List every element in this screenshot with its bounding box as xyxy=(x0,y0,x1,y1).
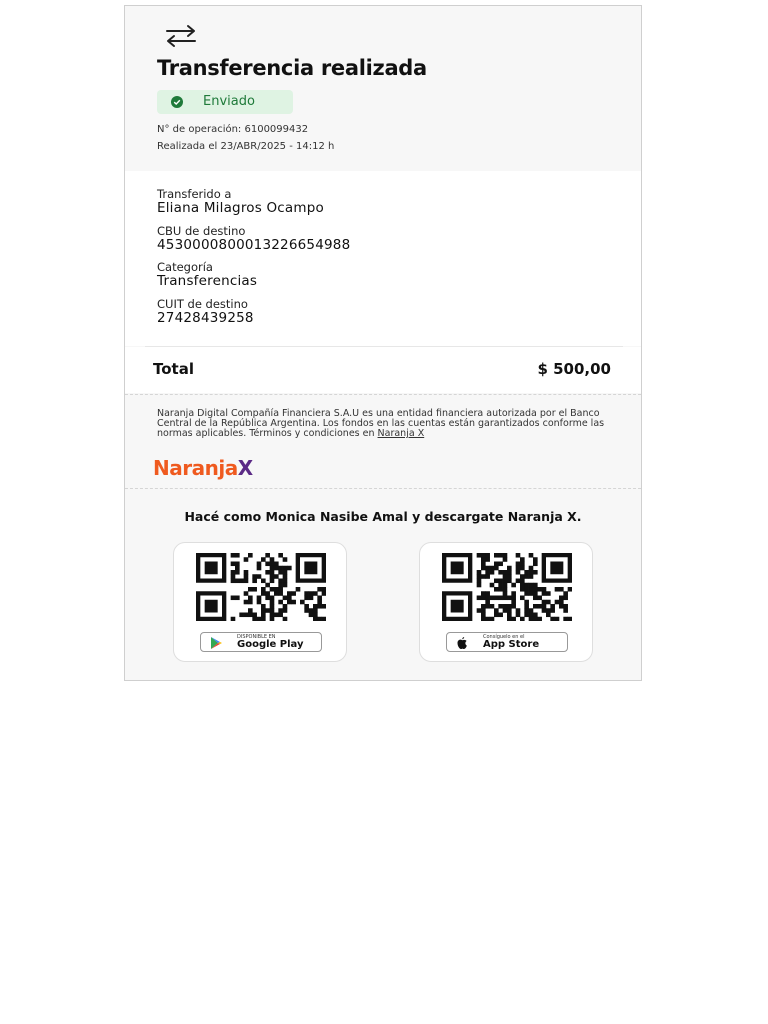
terms-link[interactable]: Naranja X xyxy=(377,428,425,439)
detail-label: Transferido a xyxy=(157,187,232,201)
detail-cuit xyxy=(157,298,254,326)
check-circle-icon xyxy=(171,96,183,108)
logo-accent: X xyxy=(237,456,253,480)
total-row xyxy=(125,347,641,393)
detail-value: 4530000800013226654988 xyxy=(157,237,351,253)
app-store-card[interactable] xyxy=(419,542,593,662)
status-text: Enviado xyxy=(203,94,255,109)
detail-label: CUIT de destino xyxy=(157,297,248,311)
detail-value: 27428439258 xyxy=(157,310,254,326)
app-store-button[interactable] xyxy=(446,632,568,652)
download-promo: Hacé como Monica Nasibe Amal y descargate Naranja X. xyxy=(184,509,582,524)
google-play-button[interactable] xyxy=(200,632,322,652)
operation-number: N° de operación: 6100099432 xyxy=(157,124,309,135)
qr-code-google-play[interactable] xyxy=(196,553,326,621)
receipt-header xyxy=(125,6,641,171)
total-amount: $ 500,00 xyxy=(537,360,611,378)
transfer-arrows-icon xyxy=(163,24,199,48)
dashed-divider xyxy=(125,488,641,489)
legal-text xyxy=(157,409,607,439)
store-small-text: DISPONIBLE EN xyxy=(237,634,276,640)
detail-label: Categoría xyxy=(157,260,213,274)
transfer-receipt xyxy=(124,5,642,681)
detail-recipient xyxy=(157,188,324,216)
store-big-text: Google Play xyxy=(237,639,304,650)
page-title: Transferencia realizada xyxy=(157,56,427,80)
detail-label: CBU de destino xyxy=(157,224,246,238)
detail-cbu xyxy=(157,225,350,253)
transfer-details xyxy=(125,171,641,346)
google-play-card[interactable] xyxy=(173,542,347,662)
detail-value: Transferencias xyxy=(157,273,258,289)
total-label: Total xyxy=(153,360,194,378)
apple-icon xyxy=(455,636,469,650)
google-play-icon xyxy=(209,636,223,650)
detail-value: Eliana Milagros Ocampo xyxy=(157,200,324,216)
transfer-date: Realizada el 23/ABR/2025 - 14:12 h xyxy=(157,141,335,152)
store-small-text: Consíguelo en el xyxy=(483,634,525,640)
legal-body: Naranja Digital Compañía Financiera S.A.U es una entidad financiera autorizada por el Banco Central de la República Argentina. Los fondos en las cuentas están garantizados conforme las normas aplicables. Términos y condiciones en xyxy=(157,408,605,439)
logo-main: Naranja xyxy=(153,456,238,480)
detail-category xyxy=(157,261,257,289)
naranja-x-logo xyxy=(153,456,253,480)
dashed-divider xyxy=(125,394,641,395)
qr-code-app-store[interactable] xyxy=(442,553,572,621)
store-big-text: App Store xyxy=(483,639,540,650)
status-badge xyxy=(157,90,293,114)
